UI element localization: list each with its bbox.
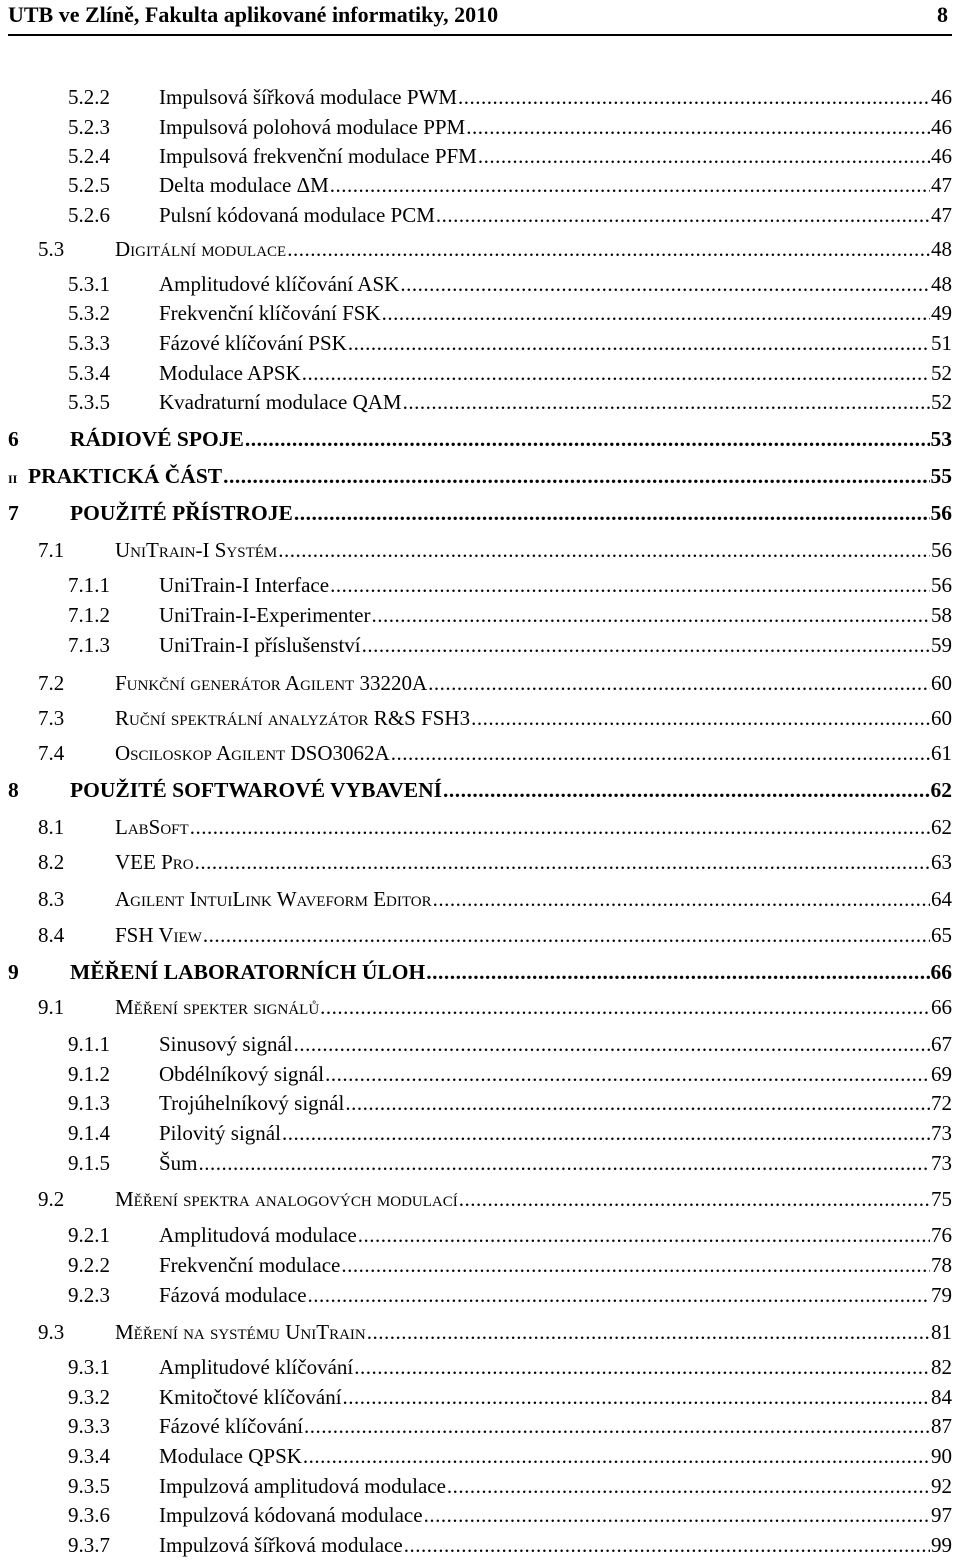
toc-entry-page: 60 [931, 706, 952, 730]
toc-entry-title: LabSoft [115, 815, 189, 839]
toc-entry-title: POUŽITÉ PŘÍSTROJE [70, 501, 293, 525]
toc-entry-number: 9.3.4 [68, 1444, 110, 1468]
toc-entry-number: 5.3.1 [68, 272, 110, 296]
toc-entry[interactable] [68, 360, 952, 386]
toc-entry-title: Fázová modulace [159, 1283, 307, 1307]
dot-leader [302, 360, 930, 386]
toc-entry-page: 55 [930, 464, 952, 488]
toc-entry-title: Amplitudová modulace [159, 1223, 357, 1247]
dot-leader [294, 1031, 930, 1057]
toc-entry-title: Impulzová amplitudová modulace [159, 1474, 446, 1498]
dot-leader [428, 670, 930, 696]
toc-entry-number: 5.3 [38, 237, 65, 261]
toc-entry[interactable] [8, 463, 952, 489]
toc-entry-page: 64 [931, 887, 952, 911]
toc-entry-page: 47 [931, 203, 952, 227]
dot-leader [294, 500, 930, 526]
toc-entry-title: Impulsová šířková modulace PWM [159, 85, 458, 109]
toc-entry[interactable] [68, 1031, 952, 1057]
toc-entry-title: Fázové klíčování PSK [159, 331, 347, 355]
toc-entry-number: II [8, 472, 18, 486]
toc-entry-number: 7.1 [38, 538, 65, 562]
dot-leader [382, 300, 930, 326]
dot-leader [443, 777, 930, 803]
toc-entry-page: 48 [931, 272, 952, 296]
toc-entry-title: Pilovitý signál [159, 1121, 281, 1145]
dot-leader [367, 1319, 930, 1345]
toc-entry-page: 78 [931, 1253, 952, 1277]
toc-entry[interactable] [68, 1150, 952, 1176]
dot-leader [447, 1473, 930, 1499]
toc-entry[interactable] [68, 202, 952, 228]
toc-entry[interactable] [38, 705, 952, 731]
toc-entry-page: 73 [931, 1151, 952, 1175]
dot-leader [304, 1413, 930, 1439]
toc-entry-title: Impulsová polohová modulace PPM [159, 115, 466, 139]
toc-entry-title: PRAKTICKÁ ČÁST [28, 464, 223, 488]
toc-entry-page: 65 [931, 923, 952, 947]
toc-entry-number: 7.1.3 [68, 633, 110, 657]
dot-leader [245, 426, 930, 452]
toc-entry[interactable] [68, 602, 952, 628]
toc-entry[interactable] [68, 114, 952, 140]
toc-entry-number: 6 [8, 427, 19, 451]
dot-leader [330, 172, 930, 198]
toc-entry[interactable] [68, 271, 952, 297]
toc-entry[interactable] [68, 300, 952, 326]
dot-leader [330, 572, 930, 598]
toc-entry-page: 76 [931, 1223, 952, 1247]
toc-entry-title: Impulsová frekvenční modulace PFM [159, 144, 477, 168]
toc-entry[interactable] [38, 814, 952, 840]
toc-entry[interactable] [68, 84, 952, 110]
toc-entry-page: 58 [931, 603, 952, 627]
dot-leader [308, 1282, 930, 1308]
toc-entry-title: Kmitočtové klíčování [159, 1385, 342, 1409]
dot-leader [282, 1120, 930, 1146]
toc-entry-title: UniTrain-I příslušenství [159, 633, 361, 657]
toc-entry[interactable] [68, 1502, 952, 1528]
toc-entry-page: 56 [931, 538, 952, 562]
toc-entry-page: 61 [931, 741, 952, 765]
toc-entry[interactable] [38, 994, 952, 1020]
toc-entry[interactable] [8, 426, 952, 452]
dot-leader [195, 849, 930, 875]
toc-entry-title: UniTrain-I Systém [115, 538, 278, 562]
toc-entry-title: Osciloskop Agilent DSO3062A [115, 741, 390, 765]
toc-entry-number: 5.2.5 [68, 173, 110, 197]
toc-entry-page: 92 [931, 1474, 952, 1498]
toc-entry-page: 56 [931, 573, 952, 597]
toc-entry-number: 9.1.2 [68, 1062, 110, 1086]
dot-leader [426, 959, 929, 985]
toc-entry[interactable] [68, 330, 952, 356]
toc-entry-page: 62 [930, 778, 952, 802]
toc-entry-page: 90 [931, 1444, 952, 1468]
toc-entry-page: 97 [931, 1503, 952, 1527]
toc-entry[interactable] [38, 922, 952, 948]
toc-entry-number: 5.2.6 [68, 203, 110, 227]
toc-entry-page: 53 [930, 427, 952, 451]
toc-entry[interactable] [68, 1090, 952, 1116]
dot-leader [471, 705, 930, 731]
dot-leader [203, 922, 930, 948]
toc-entry-title: VEE Pro [115, 850, 194, 874]
toc-entry-title: Šum [159, 1151, 198, 1175]
toc-entry[interactable] [38, 740, 952, 766]
dot-leader [458, 84, 930, 110]
toc-entry[interactable] [68, 1443, 952, 1469]
toc-entry-number: 9.1.5 [68, 1151, 110, 1175]
toc-entry-number: 9.2.3 [68, 1283, 110, 1307]
toc-entry-title: Funkční generátor Agilent 33220A [115, 671, 428, 695]
toc-entry-page: 67 [931, 1032, 952, 1056]
toc-entry-page: 66 [931, 995, 952, 1019]
toc-entry[interactable] [68, 1120, 952, 1146]
toc-entry-title: Trojúhelníkový signál [159, 1091, 345, 1115]
toc-entry-title: Amplitudové klíčování ASK [159, 272, 400, 296]
toc-entry-title: Frekvenční modulace [159, 1253, 341, 1277]
toc-entry-title: Frekvenční klíčování FSK [159, 301, 381, 325]
dot-leader [424, 1502, 930, 1528]
toc-entry-number: 5.3.4 [68, 361, 110, 385]
dot-leader [303, 1443, 930, 1469]
toc-entry-page: 72 [931, 1091, 952, 1115]
dot-leader [287, 236, 930, 262]
toc-entry-number: 8 [8, 778, 19, 802]
toc-entry[interactable] [8, 500, 952, 526]
toc-entry[interactable] [68, 1252, 952, 1278]
toc-entry-page: 73 [931, 1121, 952, 1145]
dot-leader [320, 994, 930, 1020]
toc-entry-number: 7.3 [38, 706, 65, 730]
dot-leader [404, 1532, 930, 1558]
dot-leader [436, 202, 930, 228]
toc-entry-number: 9.1 [38, 995, 65, 1019]
toc-entry[interactable] [68, 1061, 952, 1087]
toc-entry-number: 9.3.5 [68, 1474, 110, 1498]
toc-entry-number: 9.1.3 [68, 1091, 110, 1115]
toc-entry-page: 46 [931, 115, 952, 139]
toc-entry-number: 5.3.3 [68, 331, 110, 355]
dot-leader [478, 143, 930, 169]
dot-leader [348, 330, 930, 356]
toc-entry[interactable] [68, 172, 952, 198]
toc-entry-title: MĚŘENÍ LABORATORNÍCH ÚLOH [70, 960, 426, 984]
toc-entry[interactable] [68, 389, 952, 415]
toc-entry-title: Měření na systému UniTrain [115, 1320, 366, 1344]
dot-leader [358, 1222, 930, 1248]
toc-entry[interactable] [38, 670, 952, 696]
toc-entry-number: 5.3.2 [68, 301, 110, 325]
toc-entry-number: 8.1 [38, 815, 65, 839]
toc-entry-number: 9.3 [38, 1320, 65, 1344]
toc-entry-title: Obdélníkový signál [159, 1062, 325, 1086]
toc-entry-number: 9.2.2 [68, 1253, 110, 1277]
toc-entry[interactable] [38, 886, 952, 912]
dot-leader [433, 886, 930, 912]
dot-leader [345, 1090, 930, 1116]
toc-entry-number: 8.2 [38, 850, 65, 874]
toc-entry-number: 7.1.2 [68, 603, 110, 627]
dot-leader [190, 814, 930, 840]
toc-entry[interactable] [68, 632, 952, 658]
dot-leader [341, 1252, 930, 1278]
toc-entry-number: 5.2.3 [68, 115, 110, 139]
toc-entry-title: Amplitudové klíčování [159, 1355, 354, 1379]
header-title: UTB ve Zlíně, Fakulta aplikované informatiky, 2010 [8, 2, 499, 27]
toc-entry-page: 47 [931, 173, 952, 197]
toc-entry-page: 52 [931, 361, 952, 385]
dot-leader [466, 114, 930, 140]
toc-entry[interactable] [68, 1473, 952, 1499]
dot-leader [362, 632, 930, 658]
toc-entry-page: 82 [931, 1355, 952, 1379]
toc-entry-page: 52 [931, 390, 952, 414]
header-page-number: 8 [937, 2, 948, 27]
toc-entry-page: 48 [931, 237, 952, 261]
toc-entry-title: Fázové klíčování [159, 1414, 304, 1438]
toc-entry-page: 66 [930, 960, 952, 984]
toc-entry-title: Sinusový signál [159, 1032, 293, 1056]
dot-leader [343, 1384, 930, 1410]
toc-entry[interactable] [68, 1282, 952, 1308]
toc-entry-number: 8.3 [38, 887, 65, 911]
toc-entry-number: 9 [8, 960, 19, 984]
toc-entry-page: 75 [931, 1187, 952, 1211]
toc-entry-page: 87 [931, 1414, 952, 1438]
toc-entry-page: 46 [931, 85, 952, 109]
toc-entry-number: 7.4 [38, 741, 65, 765]
toc-entry[interactable] [68, 1354, 952, 1380]
toc-entry-number: 9.1.4 [68, 1121, 110, 1145]
toc-entry[interactable] [8, 777, 952, 803]
toc-entry-number: 9.2 [38, 1187, 65, 1211]
toc-entry-page: 56 [930, 501, 952, 525]
toc-entry-title: Agilent IntuiLink Waveform Editor [115, 887, 432, 911]
toc-entry-number: 8.4 [38, 923, 65, 947]
dot-leader [354, 1354, 930, 1380]
toc-entry-number: 5.2.4 [68, 144, 110, 168]
toc-entry[interactable] [68, 572, 952, 598]
dot-leader [403, 389, 930, 415]
toc-entry-page: 60 [931, 671, 952, 695]
toc-entry-number: 9.3.2 [68, 1385, 110, 1409]
toc-entry[interactable] [38, 1319, 952, 1345]
toc-entry[interactable] [68, 1222, 952, 1248]
toc-entry-number: 5.2.2 [68, 85, 110, 109]
toc-entry-title: Impulzová šířková modulace [159, 1533, 403, 1557]
toc-entry-number: 7.1.1 [68, 573, 110, 597]
toc-entry-number: 9.3.3 [68, 1414, 110, 1438]
toc-entry[interactable] [68, 1532, 952, 1558]
toc-entry[interactable] [68, 1413, 952, 1439]
toc-entry-page: 79 [931, 1283, 952, 1307]
toc-entry-number: 9.2.1 [68, 1223, 110, 1247]
toc-entry-number: 9.3.6 [68, 1503, 110, 1527]
toc-entry-page: 49 [931, 301, 952, 325]
toc-entry[interactable] [68, 143, 952, 169]
toc-entry-title: Měření spekter signálů [115, 995, 320, 1019]
toc-entry[interactable] [38, 537, 952, 563]
toc-entry-page: 81 [931, 1320, 952, 1344]
toc-entry-title: FSH View [115, 923, 202, 947]
dot-leader [199, 1150, 930, 1176]
toc-entry-number: 9.1.1 [68, 1032, 110, 1056]
toc-entry-title: Delta modulace ΔM [159, 173, 329, 197]
toc-entry[interactable] [38, 849, 952, 875]
dot-leader [459, 1186, 930, 1212]
toc-entry-page: 62 [931, 815, 952, 839]
toc-entry-title: Pulsní kódovaná modulace PCM [159, 203, 435, 227]
toc-entry-title: Kvadraturní modulace QAM [159, 390, 402, 414]
toc-entry-title: UniTrain-I-Experimenter [159, 603, 371, 627]
toc-entry-title: Modulace APSK [159, 361, 301, 385]
toc-entry[interactable] [8, 959, 952, 985]
toc-entry-title: Digitální modulace [115, 237, 287, 261]
toc-entry[interactable] [38, 236, 952, 262]
toc-entry-page: 84 [931, 1385, 952, 1409]
toc-entry-number: 7 [8, 501, 19, 525]
toc-entry-number: 9.3.7 [68, 1533, 110, 1557]
dot-leader [372, 602, 931, 628]
dot-leader [391, 740, 930, 766]
dot-leader [278, 537, 930, 563]
toc-entry-title: Modulace QPSK [159, 1444, 302, 1468]
toc-entry-number: 5.3.5 [68, 390, 110, 414]
toc-entry-title: UniTrain-I Interface [159, 573, 330, 597]
toc-entry-number: 9.3.1 [68, 1355, 110, 1379]
toc-entry-title: Impulzová kódovaná modulace [159, 1503, 423, 1527]
dot-leader [325, 1061, 930, 1087]
toc-entry[interactable] [38, 1186, 952, 1212]
toc-entry-page: 63 [931, 850, 952, 874]
toc-entry-page: 69 [931, 1062, 952, 1086]
toc-entry-page: 99 [931, 1533, 952, 1557]
toc-entry-page: 46 [931, 144, 952, 168]
dot-leader [223, 463, 929, 489]
toc-entry-title: Měření spektra analogových modulací [115, 1187, 458, 1211]
toc-entry-title: Ruční spektrální analyzátor R&S FSH3 [115, 706, 471, 730]
toc-entry-title: RÁDIOVÉ SPOJE [70, 427, 244, 451]
toc-entry-title: POUŽITÉ SOFTWAROVÉ VYBAVENÍ [70, 778, 442, 802]
dot-leader [400, 271, 930, 297]
toc-entry-page: 59 [931, 633, 952, 657]
toc-entry[interactable] [68, 1384, 952, 1410]
toc-entry-page: 51 [931, 331, 952, 355]
toc-entry-number: 7.2 [38, 671, 65, 695]
